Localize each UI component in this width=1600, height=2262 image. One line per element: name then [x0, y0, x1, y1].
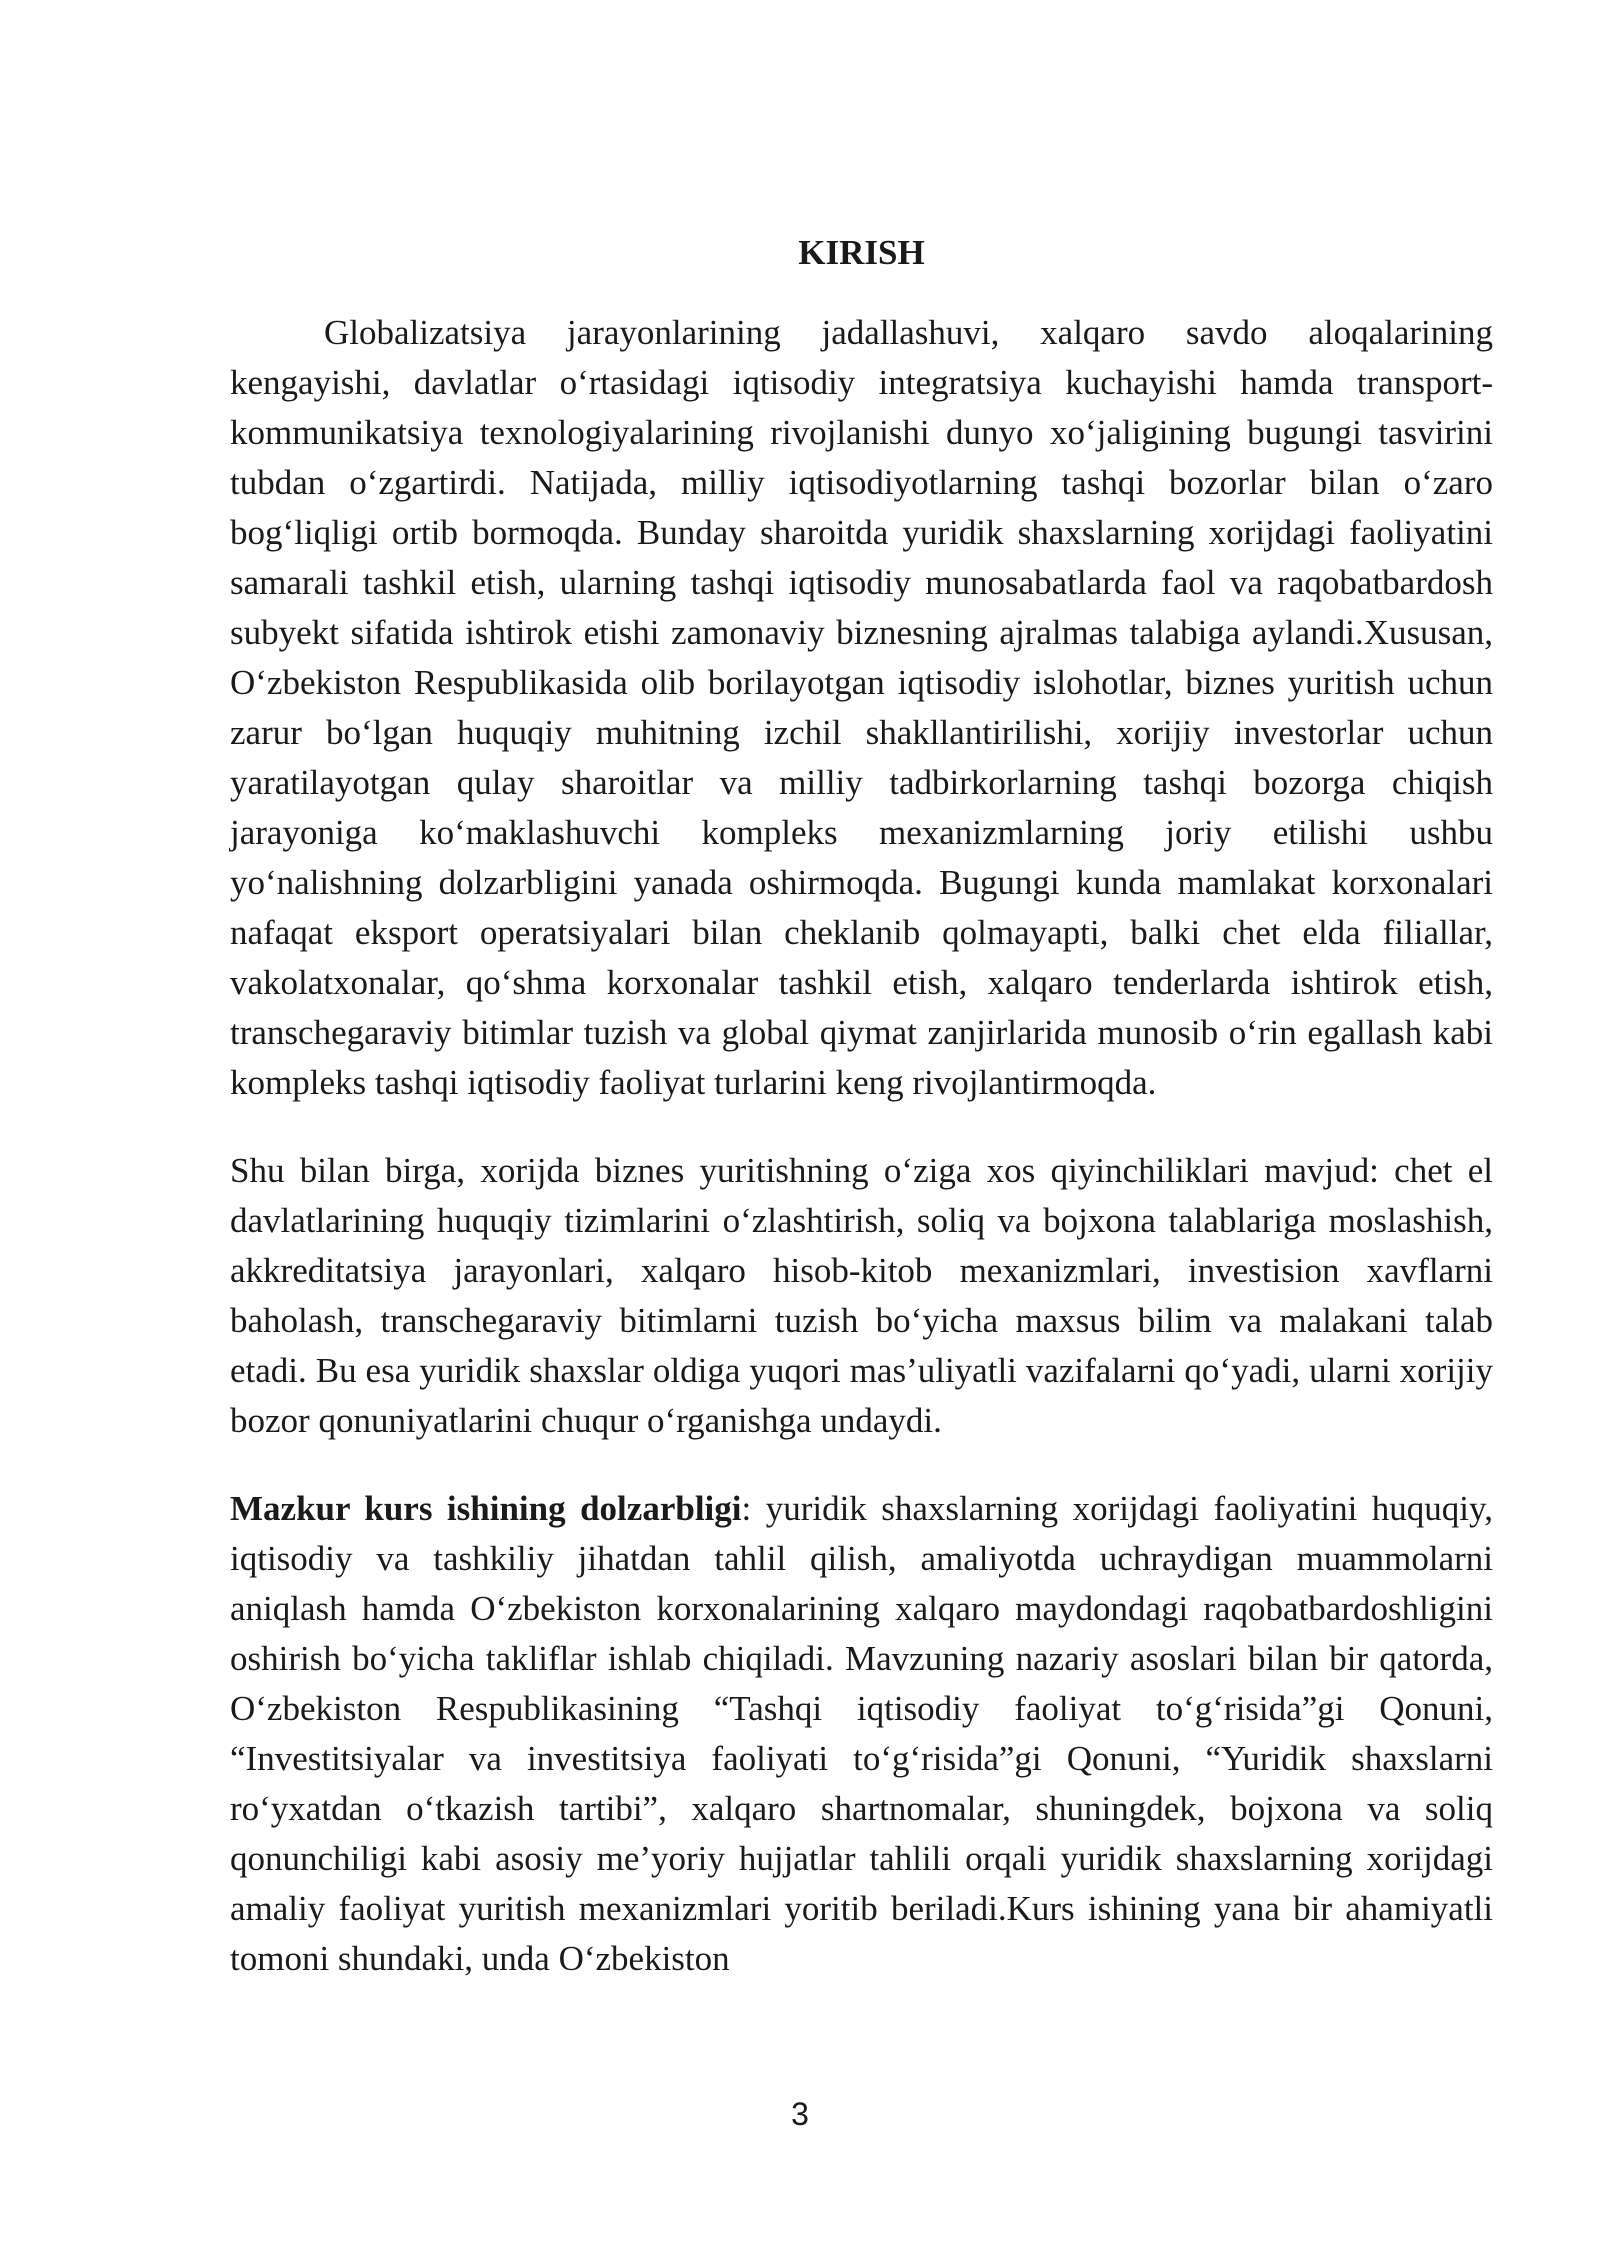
page-title: KIRISH: [798, 233, 925, 272]
relevance-label: Mazkur kurs ishining dolzarbligi: [230, 1489, 742, 1528]
relevance-paragraph: [230, 1484, 1493, 1984]
challenges-paragraph: Shu bilan birga, xorijda biznes yuritishning o‘ziga xos qiyinchiliklari mavjud: chet el davlatlarining huquqiy tizimlarini o‘zlashtirish, soliq va bojxona talablariga moslashish, akkreditatsiya jarayonlari, xalqaro hisob-kitob mexanizmlari, investision xavflarni baholash, transchegaraviy bitimlarni tuzish bo‘yicha maxsus bilim va malakani talab etadi. Bu esa yuridik shaxslar oldiga yuqori mas’uliyatli vazifalarni qo‘yadi, ularni xorijiy bozor qonuniyatlarini chuqur o‘rganishga undaydi.: [230, 1151, 1493, 1440]
page-content: [230, 228, 1493, 1984]
intro-paragraph: Globalizatsiya jarayonlarining jadallashuvi, xalqaro savdo aloqalarining kengayishi, davlatlar o‘rtasidagi iqtisodiy integratsiya kuchayishi hamda transport-kommunikatsiya texnologiyalarining rivojlanishi dunyo xo‘jaligining bugungi tasvirini tubdan o‘zgartirdi. Natijada, milliy iqtisodiyotlarning tashqi bozorlar bilan o‘zaro bog‘liqligi ortib bormoqda. Bunday sharoitda yuridik shaxslarning xorijdagi faoliyatini samarali tashkil etish, ularning tashqi iqtisodiy munosabatlarda faol va raqobatbardosh subyekt sifatida ishtirok etishi zamonaviy biznesning ajralmas talabiga aylandi.Xususan, O‘zbekiston Respublikasida olib borilayotgan iqtisodiy islohotlar, biznes yuritish uchun zarur bo‘lgan huquqiy muhitning izchil shakllantirilishi, xorijiy investorlar uchun yaratilayotgan qulay sharoitlar va milliy tadbirkorlarning tashqi bozorga chiqish jarayoniga ko‘maklashuvchi kompleks mexanizmlarning joriy etilishi ushbu yo‘nalishning dolzarbligini yanada oshirmoqda. Bugungi kunda mamlakat korxonalari nafaqat eksport operatsiyalari bilan cheklanib qolmayapti, balki chet elda filiallar, vakolatxonalar, qo‘shma korxonalar tashkil etish, xalqaro tenderlarda ishtirok etish, transchegaraviy bitimlar tuzish va global qiymat zanjirlarida munosib o‘rin egallash kabi kompleks tashqi iqtisodiy faoliyat turlarini keng rivojlantirmoqda.: [230, 313, 1493, 1102]
page-number: 3: [791, 2096, 809, 2132]
relevance-text: : yuridik shaxslarning xorijdagi faoliyatini huquqiy, iqtisodiy va tashkiliy jihatdan tahlil qilish, amaliyotda uchraydigan muammolarni aniqlash hamda O‘zbekiston korxonalarining xalqaro maydondagi raqobatbardoshligini oshirish bo‘yicha takliflar ishlab chiqiladi. Mavzuning nazariy asoslari bilan bir qatorda, O‘zbekiston Respublikasining “Tashqi iqtisodiy faoliyat to‘g‘risida”gi Qonuni, “Investitsiyalar va investitsiya faoliyati to‘g‘risida”gi Qonuni, “Yuridik shaxslarni ro‘yxatdan o‘tkazish tartibi”, xalqaro shartnomalar, shuningdek, bojxona va soliq qonunchiligi kabi asosiy me’yoriy hujjatlar tahlili orqali yuridik shaxslarning xorijdagi amaliy faoliyat yuritish mexanizmlari yoritib beriladi.Kurs ishining yana bir ahamiyatli tomoni shundaki, unda O‘zbekiston: [230, 1489, 1494, 1978]
